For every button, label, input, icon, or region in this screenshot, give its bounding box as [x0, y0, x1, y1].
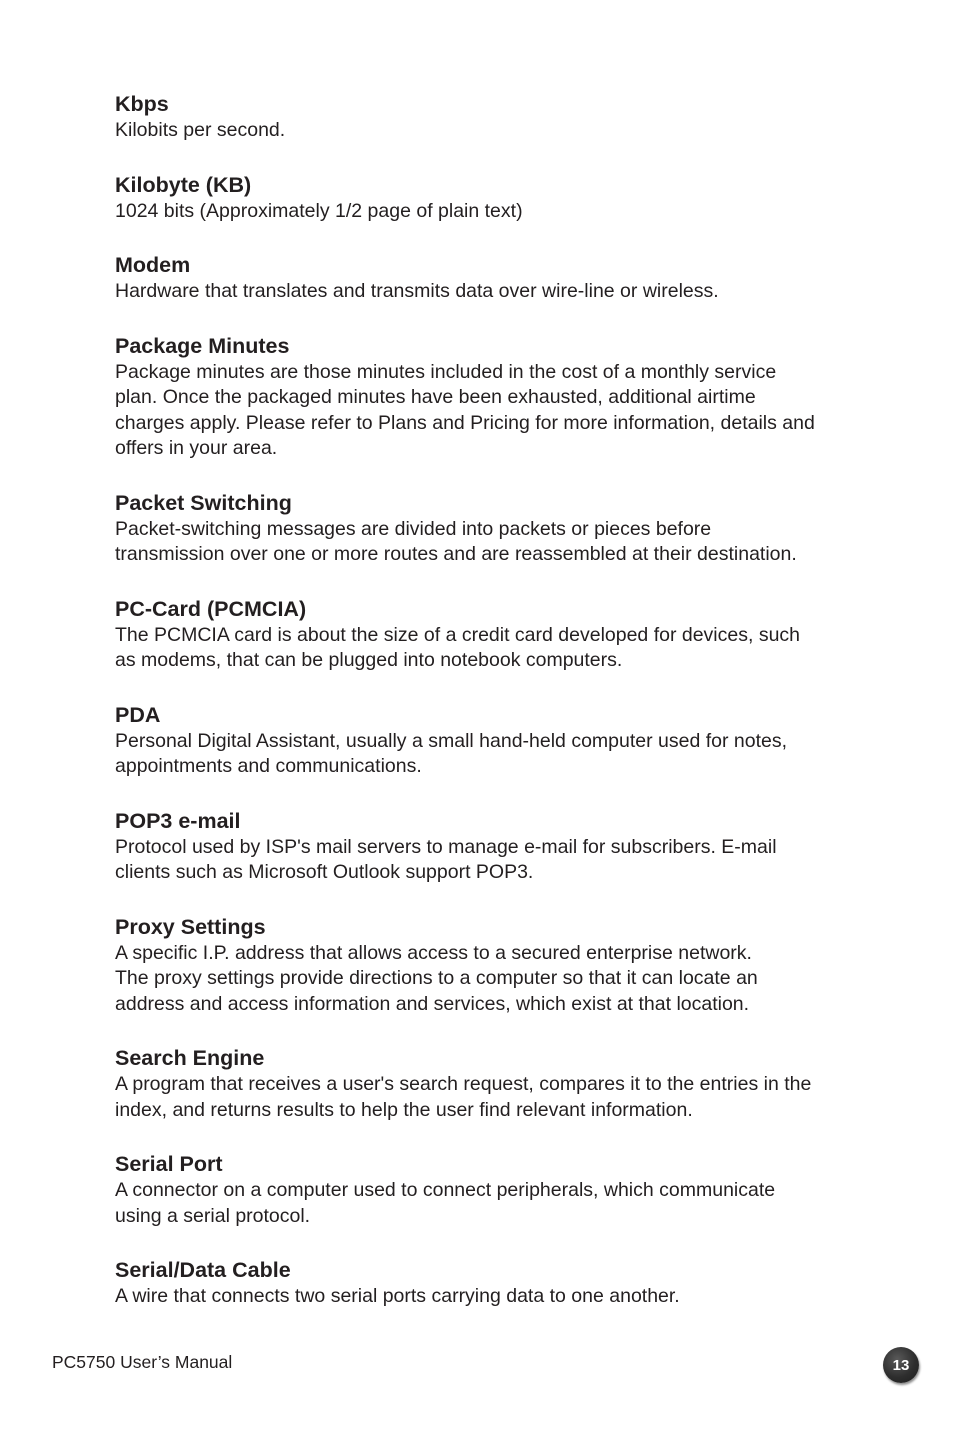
glossary-definition: 1024 bits (Approximately 1/2 page of plain text)	[115, 199, 523, 222]
glossary-entry-pda	[115, 701, 890, 780]
glossary-term: Proxy Settings	[115, 914, 266, 939]
glossary-term: Modem	[115, 253, 191, 277]
glossary-entry-search-engine	[115, 1044, 890, 1123]
glossary-term: Kbps	[115, 92, 169, 116]
glossary-definition: Personal Digital Assistant, usually a small hand-held computer used for notes, appointments and communications.	[115, 729, 788, 777]
glossary-entry-pop3	[115, 807, 890, 886]
glossary-term: POP3 e-mail	[115, 808, 241, 833]
glossary-term: Serial Port	[115, 1152, 223, 1176]
glossary-definition: Kilobits per second.	[115, 119, 286, 141]
footer-manual-title: PC5750 User’s Manual	[52, 1352, 233, 1372]
glossary-entry-kilobyte	[115, 171, 890, 225]
glossary-list	[115, 90, 890, 1337]
glossary-entry-modem	[115, 251, 890, 305]
glossary-entry-proxy-settings	[115, 913, 890, 1018]
glossary-term: Serial/Data Cable	[115, 1258, 291, 1282]
glossary-term: Search Engine	[115, 1046, 265, 1070]
glossary-term: Kilobyte (KB)	[115, 172, 252, 197]
glossary-definition: The PCMCIA card is about the size of a credit card developed for devices, such as modems, that can be plugged into notebook computers.	[115, 623, 801, 671]
glossary-entry-pc-card	[115, 595, 890, 674]
glossary-entry-package-minutes	[115, 332, 890, 462]
glossary-definition: Package minutes are those minutes included in the cost of a monthly service plan. Once the packaged minutes have been exhausted, additional airtime charges apply. Please refer to Plans and Pricing for more information, details and offers in your area.	[115, 360, 815, 459]
glossary-definition: A specific I.P. address that allows access to a secured enterprise network. The proxy settings provide directions to a computer so that it can locate an address and access information and services, which exist at that location.	[115, 941, 758, 1015]
glossary-term: Packet Switching	[115, 490, 292, 515]
glossary-term: Package Minutes	[115, 333, 290, 358]
glossary-definition: A connector on a computer used to connect peripherals, which communicate using a serial protocol.	[115, 1179, 776, 1227]
glossary-entry-kbps	[115, 90, 890, 144]
glossary-definition: A wire that connects two serial ports carrying data to one another.	[115, 1285, 680, 1307]
glossary-entry-serial-data-cable	[115, 1256, 890, 1310]
glossary-definition: A program that receives a user's search request, compares it to the entries in the index, and returns results to help the user find relevant information.	[115, 1073, 812, 1121]
glossary-definition: Hardware that translates and transmits data over wire-line or wireless.	[115, 280, 719, 302]
glossary-definition: Protocol used by ISP's mail servers to manage e-mail for subscribers. E-mail clients such as Microsoft Outlook support POP3.	[115, 835, 777, 883]
glossary-term: PDA	[115, 702, 161, 727]
glossary-definition: Packet-switching messages are divided into packets or pieces before transmission over one or more routes and are reassembled at their destination.	[115, 517, 797, 565]
page-number-badge: 13	[883, 1347, 919, 1383]
glossary-entry-serial-port	[115, 1150, 890, 1229]
glossary-entry-packet-switching	[115, 489, 890, 568]
glossary-term: PC-Card (PCMCIA)	[115, 596, 307, 621]
